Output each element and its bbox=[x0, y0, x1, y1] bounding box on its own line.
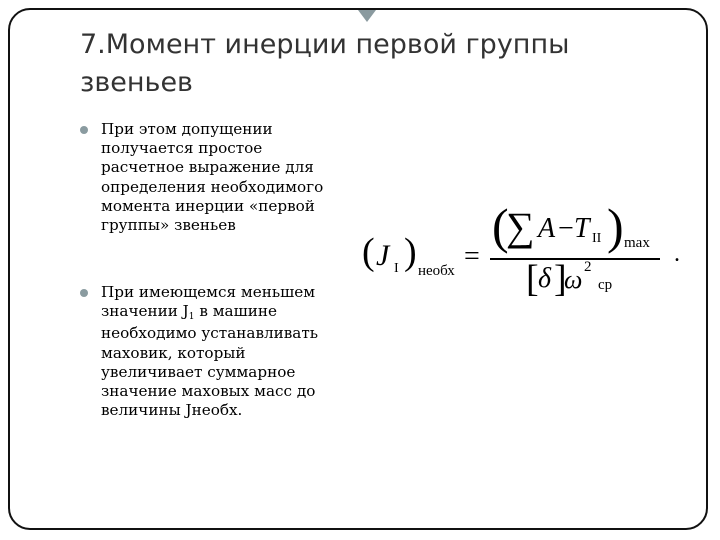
formula-fraction-bar bbox=[490, 258, 660, 260]
formula-num-paren-open: ( bbox=[492, 198, 509, 254]
formula-den-bracket-close: ] bbox=[554, 258, 567, 300]
bullet-text: При этом допущении получается простое расчетное выражение для определения необходимого момента инерции «первой группы» звеньев bbox=[101, 120, 324, 235]
bullet-item bbox=[80, 120, 342, 235]
formula-equals: = bbox=[464, 241, 480, 272]
inertia-formula bbox=[360, 198, 690, 305]
bullet-text-part: При имеющемся меньшем значении J bbox=[101, 283, 316, 321]
slide-marker-icon bbox=[358, 10, 376, 22]
formula-den-bracket-open: [ bbox=[526, 258, 539, 300]
slide-title: 7.Момент инерции первой группы звеньев bbox=[80, 29, 570, 98]
formula-trailing-dot: . bbox=[674, 241, 680, 267]
formula-lhs-paren-close: ) bbox=[404, 231, 417, 273]
formula-den-omega: ω bbox=[564, 265, 583, 294]
formula-num-minus: − bbox=[558, 213, 574, 244]
bullet-subscript: 1 bbox=[188, 312, 195, 323]
formula-num-a: A bbox=[538, 213, 556, 244]
formula-num-t-sub: II bbox=[592, 231, 602, 246]
formula-lhs-paren-open: ( bbox=[362, 231, 375, 273]
formula-den-sub: ср bbox=[598, 277, 613, 293]
formula-lhs-outer-sub: необх bbox=[418, 263, 455, 279]
formula-num-t: T bbox=[574, 213, 590, 244]
bullet-icon bbox=[80, 289, 88, 297]
bullet-text-part: в машине необходимо устанавливать маховик, который увеличивает суммарное значение маховых масс до величины Jнеобх. bbox=[101, 302, 319, 420]
bullet-icon bbox=[80, 126, 88, 134]
formula-num-sub: max bbox=[624, 235, 650, 251]
formula-lhs-symbol: J bbox=[376, 239, 390, 272]
formula-den-delta: δ bbox=[538, 263, 552, 294]
formula-num-paren-close: ) bbox=[607, 198, 624, 254]
bullet-text bbox=[80, 283, 342, 420]
formula-den-sup: 2 bbox=[584, 259, 592, 275]
formula-sum-symbol: ∑ bbox=[506, 204, 535, 249]
formula-lhs-sub: I bbox=[394, 261, 399, 276]
bullet-item bbox=[80, 283, 342, 420]
